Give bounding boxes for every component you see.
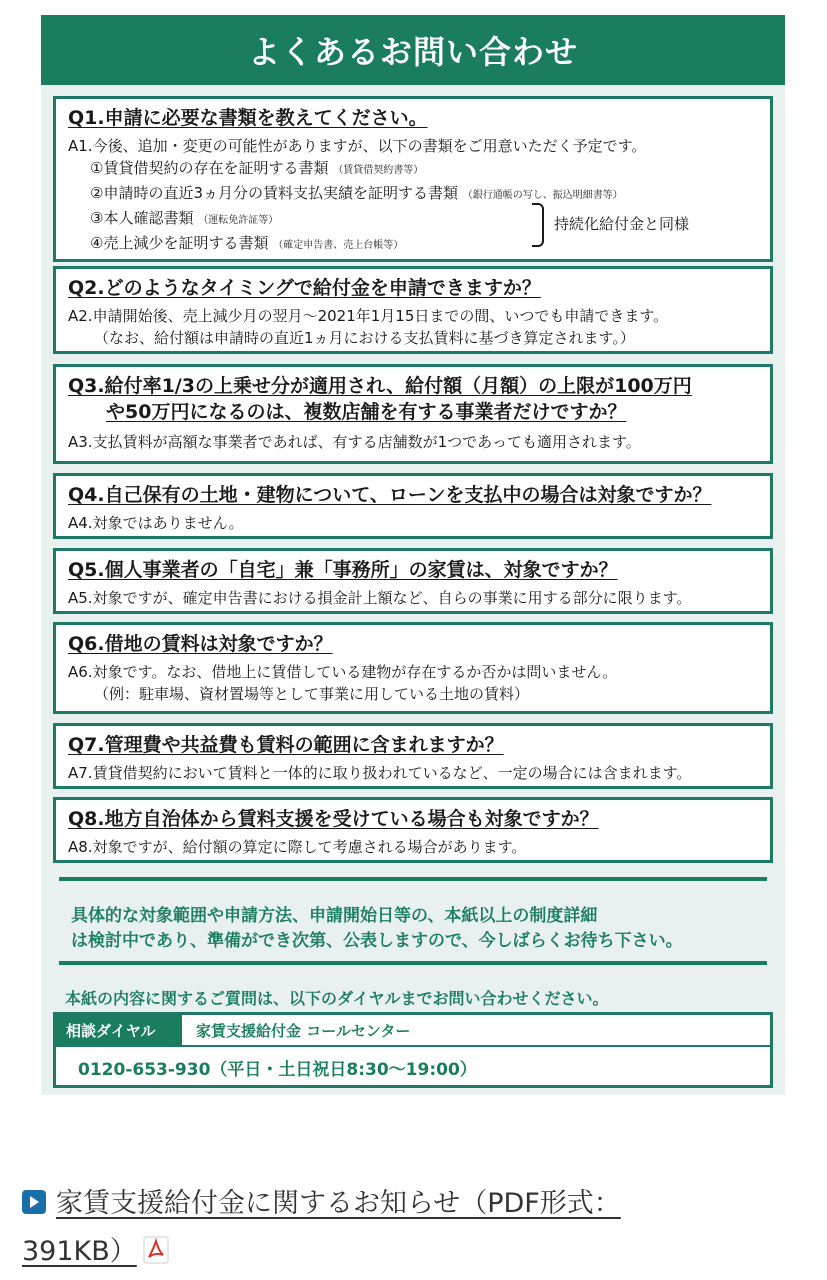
bracket [532,203,544,247]
document-item: ①賃貸借契約の存在を証明する書類 （賃貸借契約書等） [90,159,424,177]
answer: A6.対象です。なお、借地上に賃借している建物が存在するか否かは問いません。 [68,663,618,681]
question: Q3.給付率1/3の上乗せ分が適用され、給付額（月額）の上限が100万円 [68,375,692,397]
dial-header [56,1015,770,1047]
link-text[interactable]: 家賃支援給付金に関するお知らせ（PDF形式： [56,1188,621,1219]
faq-item-q3 [53,364,773,464]
play-arrow-icon [22,1190,46,1214]
question: Q7.管理費や共益費も賃料の範囲に含まれますか？ [68,734,504,756]
answer: A3.支払賃料が高額な事業者であれば、有する店舗数が1つであっても適用されます。 [68,433,641,451]
link-text-continued[interactable]: 391KB） [22,1236,137,1267]
answer-note: （例：駐車場、資材置場等として事業に用している土地の賃料） [94,685,530,703]
faq-item-q2 [53,266,773,354]
question: Q1.申請に必要な書類を教えてください。 [68,107,428,129]
answer: A4.対象ではありません。 [68,514,244,532]
faq-item-q7 [53,723,773,789]
call-center-name: 家賃支援給付金 コールセンター [196,1021,411,1040]
flyer-title: よくあるお問い合わせ [41,15,785,85]
notice-line: 具体的な対象範囲や申請方法、申請開始日等の、本紙以上の制度詳細 [71,906,598,926]
faq-item-q4 [53,473,773,539]
answer-note: （なお、給付額は申請時の直近1ヵ月における支払賃料に基づき算定されます。） [94,329,635,347]
pdf-icon [143,1236,169,1264]
document-item: ②申請時の直近3ヵ月分の賃料支払実績を証明する書類 （銀行通帳の写し、振込明細書等） [90,184,623,202]
document-item: ④売上減少を証明する書類 （確定申告書、売上台帳等） [90,234,404,252]
question-continued: や50万円になるのは、複数店舗を有する事業者だけですか？ [106,401,627,423]
answer: A7.賃貸借契約において賃料と一体的に取り扱われているなど、一定の場合には含まれます。 [68,764,692,782]
divider [59,961,767,965]
question: Q8.地方自治体から賃料支援を受けている場合も対象ですか？ [68,808,599,830]
faq-item-q1 [53,96,773,262]
document-item: ③本人確認書類 （運転免許証等） [90,209,279,227]
notice-line: は検討中であり、準備ができ次第、公表しますので、今しばらくお待ち下さい。 [71,931,683,951]
faq-item-q8 [53,797,773,863]
dial-box [53,1012,773,1088]
pdf-download-link[interactable] [22,1180,782,1276]
answer: A1.今後、追加・変更の可能性がありますが、以下の書類をご用意いただく予定です。 [68,137,647,155]
contact-lead: 本紙の内容に関するご質問は、以下のダイヤルまでお問い合わせください。 [65,989,609,1008]
faq-flyer [41,15,785,1095]
faq-item-q5 [53,548,773,614]
dial-label: 相談ダイヤル [56,1015,182,1045]
bracket-note: 持続化給付金と同様 [554,215,690,233]
phone-number: 0120-653-930（平日・土日祝日8:30〜19:00） [78,1060,477,1080]
divider [59,877,767,881]
answer: A5.対象ですが、確定申告書における損金計上額など、自らの事業に用する部分に限ります。 [68,589,692,607]
question: Q5.個人事業者の「自宅」兼「事務所」の家賃は、対象ですか？ [68,559,618,581]
answer: A8.対象ですが、給付額の算定に際して考慮される場合があります。 [68,838,527,856]
question: Q6.借地の賃料は対象ですか？ [68,633,333,655]
faq-item-q6 [53,622,773,714]
notice-text [71,904,761,954]
document-list [68,157,760,257]
answer: A2.申請開始後、売上減少月の翌月〜2021年1月15日までの間、いつでも申請できます。 [68,307,669,325]
question: Q2.どのようなタイミングで給付金を申請できますか？ [68,277,541,299]
question: Q4.自己保有の土地・建物について、ローンを支払中の場合は対象ですか？ [68,484,712,506]
